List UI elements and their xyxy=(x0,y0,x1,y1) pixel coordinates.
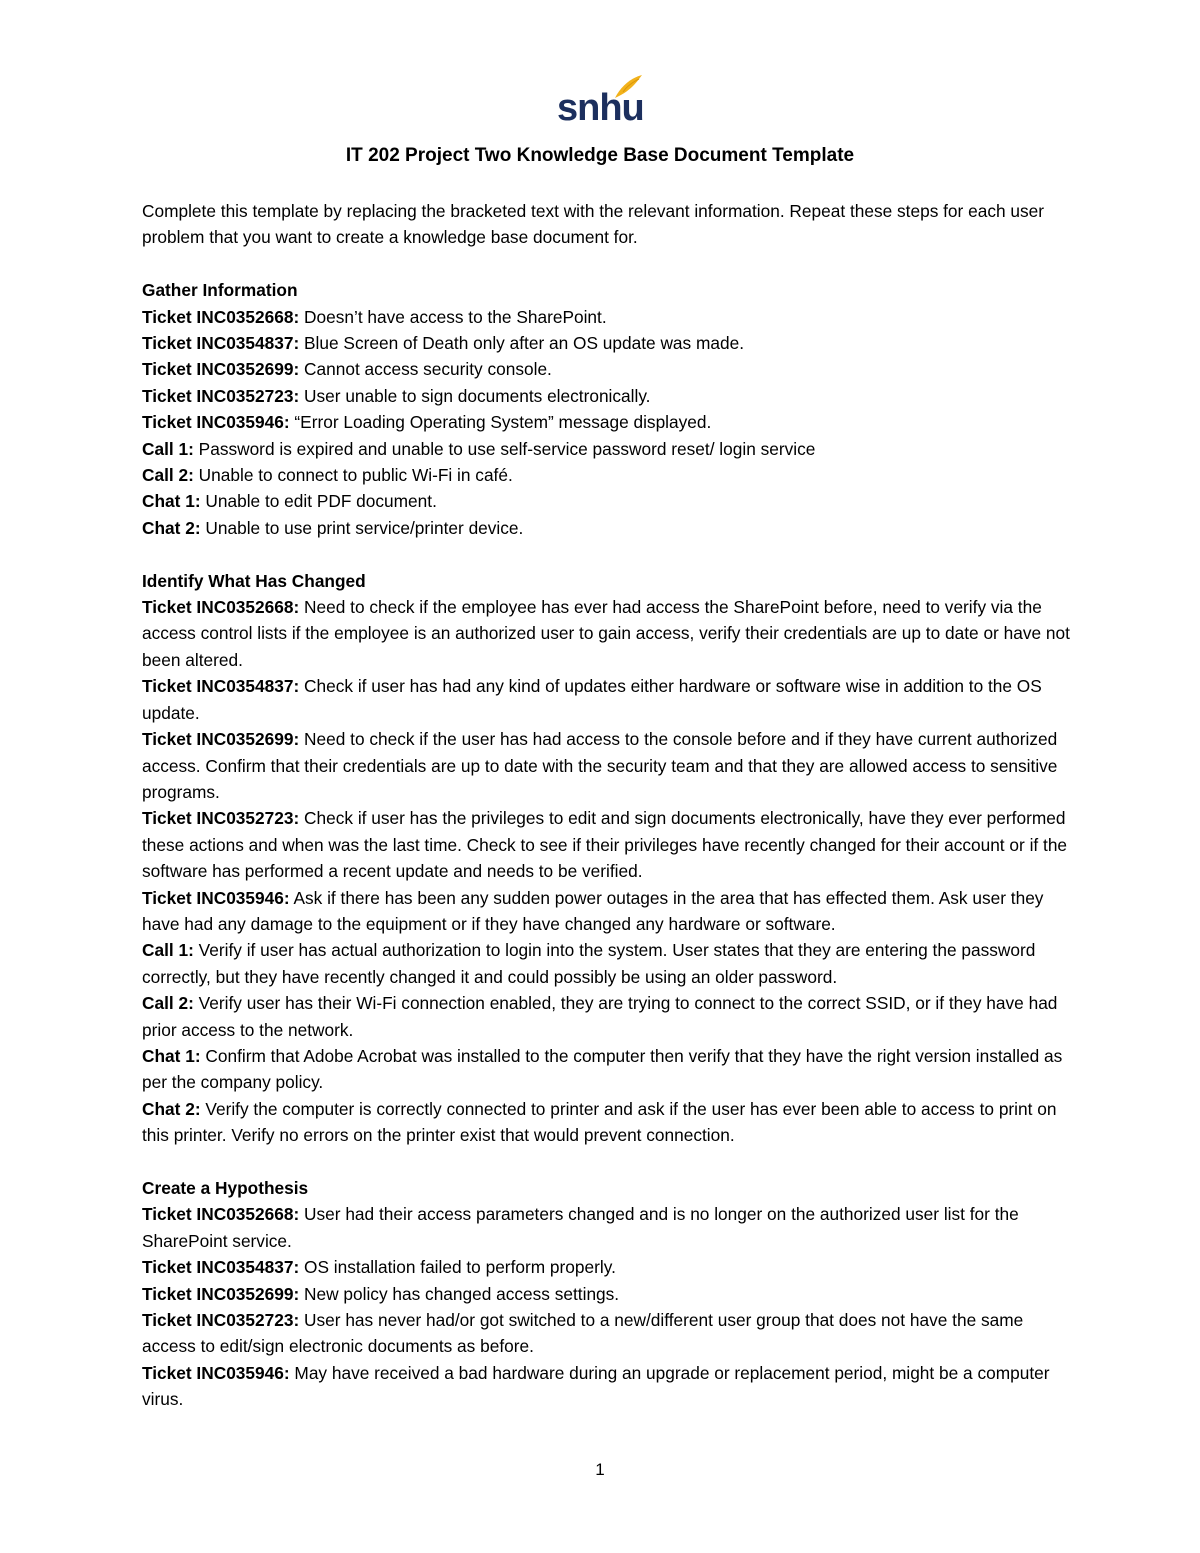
item-label: Ticket INC0354837: xyxy=(142,1257,300,1278)
snhu-logo xyxy=(557,74,647,130)
item-label: Ticket INC035946: xyxy=(142,1362,290,1383)
section-create-a-hypothesis xyxy=(142,1175,1072,1413)
item-text: May have received a bad hardware during an upgrade or replacement period, might be a computer virus. xyxy=(142,1362,1050,1410)
item-text: Blue Screen of Death only after an OS update was made. xyxy=(299,333,745,354)
section-heading: Gather Information xyxy=(142,280,298,301)
item-label: Ticket INC0352668: xyxy=(142,1204,300,1225)
item-text: Verify if user has actual authorization to login into the system. User states that they are entering the password correctly, but they have recently changed it and could possibly be using an older password. xyxy=(142,940,1036,987)
list-item xyxy=(142,726,1072,805)
logo-wordmark: snhu xyxy=(557,87,644,129)
item-label: Call 1: xyxy=(142,438,194,459)
item-text: Unable to edit PDF document. xyxy=(200,491,437,512)
list-item xyxy=(142,409,1072,435)
list-item xyxy=(142,436,1072,462)
list-item xyxy=(142,462,1072,488)
list-item xyxy=(142,1043,1072,1096)
list-item xyxy=(142,990,1072,1043)
item-text: Unable to use print service/printer device. xyxy=(200,517,524,538)
list-item xyxy=(142,488,1072,514)
item-label: Ticket INC0352699: xyxy=(142,1283,300,1304)
item-text: Ask if there has been any sudden power outages in the area that has effected them. Ask user they have had any damage to the equipment or if they have changed any hardware or software. xyxy=(142,887,1044,934)
item-label: Ticket INC0352699: xyxy=(142,359,300,380)
item-text: Doesn’t have access to the SharePoint. xyxy=(299,306,607,327)
section-gather-information xyxy=(142,277,1072,541)
item-label: Ticket INC0352723: xyxy=(142,385,300,406)
item-label: Call 1: xyxy=(142,940,194,961)
item-label: Ticket INC0352668: xyxy=(142,306,300,327)
item-label: Chat 2: xyxy=(142,1098,201,1119)
item-text: Unable to connect to public Wi-Fi in café. xyxy=(193,465,513,486)
list-item xyxy=(142,1201,1072,1254)
item-label: Ticket INC035946: xyxy=(142,412,290,433)
item-text: New policy has changed access settings. xyxy=(299,1283,620,1304)
list-item xyxy=(142,1281,1072,1307)
section-heading: Create a Hypothesis xyxy=(142,1177,309,1198)
item-label: Chat 1: xyxy=(142,1045,201,1066)
list-item xyxy=(142,356,1072,382)
item-label: Ticket INC0352723: xyxy=(142,1310,300,1331)
section-heading: Identify What Has Changed xyxy=(142,570,366,591)
item-text: “Error Loading Operating System” message displayed. xyxy=(289,412,712,433)
item-label: Ticket INC0352699: xyxy=(142,729,300,750)
item-label: Ticket INC0354837: xyxy=(142,333,300,354)
item-label: Ticket INC0354837: xyxy=(142,676,300,697)
item-text: Need to check if the employee has ever had access the SharePoint before, need to verify via the access control lists if the employee is an authorized user to gain access, verify their credentials are up to date or have not been altered. xyxy=(142,597,1070,670)
item-text: User unable to sign documents electronically. xyxy=(299,385,651,406)
item-text: User has never had/or got switched to a new/different user group that does not have the same access to edit/sign electronic documents as before. xyxy=(142,1310,1024,1357)
document-title: IT 202 Project Two Knowledge Base Document Template xyxy=(345,145,855,166)
section-identify-what-has-changed xyxy=(142,568,1072,1149)
item-label: Chat 1: xyxy=(142,491,201,512)
page-number: 1 xyxy=(595,1460,605,1479)
list-item xyxy=(142,805,1072,884)
list-item xyxy=(142,1307,1072,1360)
list-item xyxy=(142,1360,1072,1413)
item-text: Verify the computer is correctly connected to printer and ask if the user has ever been able to access to print on this printer. Verify no errors on the printer exist that would prevent connection. xyxy=(142,1098,1057,1146)
list-item xyxy=(142,515,1072,541)
item-text: Check if user has the privileges to edit and sign documents electronically, have they ever performed these actions and when was the last time. Check to see if their privileges have recently changed for their account or if the software has performed a recent update and needs to be verified. xyxy=(142,808,1068,882)
list-item xyxy=(142,673,1072,726)
list-item xyxy=(142,1254,1072,1280)
item-text: Password is expired and unable to use self-service password reset/ login service xyxy=(193,438,816,459)
item-text: User had their access parameters changed and is no longer on the authorized user list for the SharePoint service. xyxy=(142,1204,1019,1251)
item-text: Cannot access security console. xyxy=(299,359,552,380)
list-item xyxy=(142,304,1072,330)
list-item xyxy=(142,1096,1072,1149)
item-label: Ticket INC0352723: xyxy=(142,808,300,829)
item-text: OS installation failed to perform properly. xyxy=(299,1257,616,1278)
item-label: Chat 2: xyxy=(142,517,201,538)
item-label: Call 2: xyxy=(142,465,194,486)
item-text: Confirm that Adobe Acrobat was installed to the computer then verify that they have the right version installed as per the company policy. xyxy=(142,1045,1063,1093)
intro-paragraph: Complete this template by replacing the bracketed text with the relevant information. Repeat these steps for each user problem that you want to create a knowledge base document for. xyxy=(142,201,1044,248)
list-item xyxy=(142,330,1072,356)
item-label: Ticket INC035946: xyxy=(142,887,290,908)
item-text: Verify user has their Wi-Fi connection enabled, they are trying to connect to the correct SSID, or if they have had prior access to the network. xyxy=(142,993,1058,1040)
item-label: Call 2: xyxy=(142,993,194,1014)
document-body xyxy=(142,198,1072,1413)
list-item xyxy=(142,885,1072,938)
item-text: Need to check if the user has had access to the console before and if they have current authorized access. Confirm that their credentials are up to date with the security team and that they are allowed access to sensitive programs. xyxy=(142,729,1058,802)
item-label: Ticket INC0352668: xyxy=(142,597,300,618)
list-item xyxy=(142,383,1072,409)
list-item xyxy=(142,937,1072,990)
list-item xyxy=(142,594,1072,673)
item-text: Check if user has had any kind of updates either hardware or software wise in addition to the OS update. xyxy=(142,676,1042,723)
